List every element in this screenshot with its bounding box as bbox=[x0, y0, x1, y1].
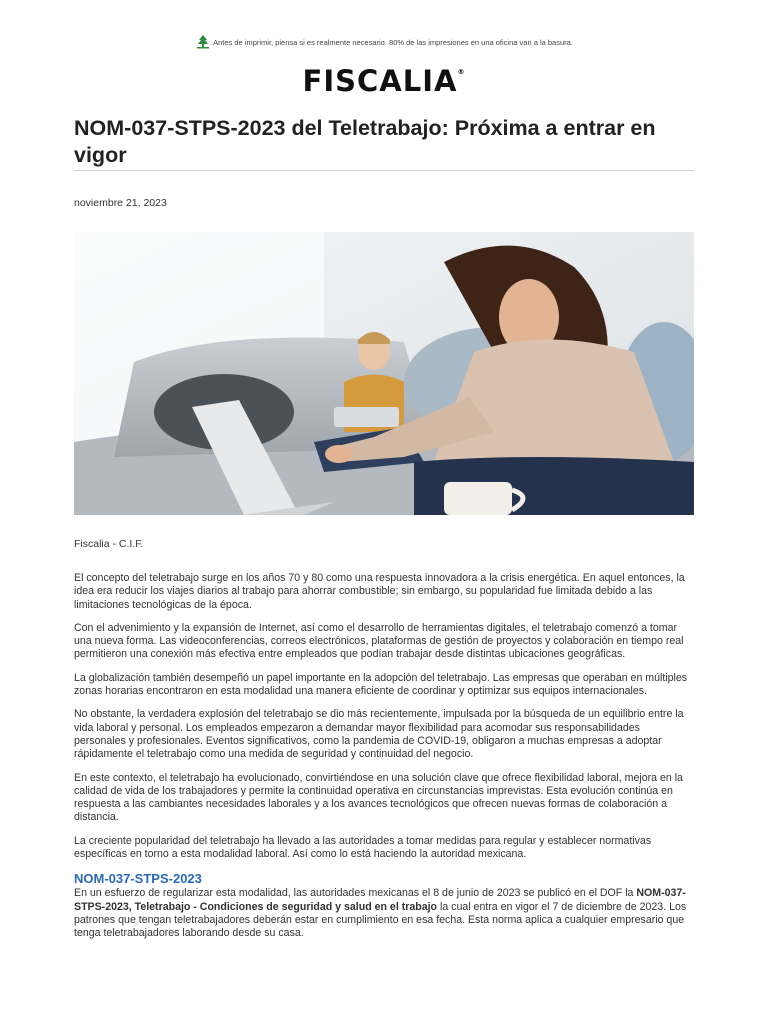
norm-name-bold: NOM-037-STPS-2023, Teletrabajo - Condiciones de seguridad y salud en el trabajo bbox=[74, 887, 686, 913]
paragraph: No obstante, la verdadera explosión del teletrabajo se dio más recientemente, impulsada por la búsqueda de un equilibrio entre la vida laboral y personal. Los empleados empezaron a demandar mayor flexibilidad para acomodar sus responsabilidades personales y profesionales. Eventos significativos, como la pandemia de COVID-19, obligaron a muchas empresas a adoptar rápidamente el teletrabajo como una medida de seguridad y continuidad del negocio. bbox=[74, 708, 684, 761]
paragraph: En este contexto, el teletrabajo ha evolucionado, convirtiéndose en una solución clave que ofrece flexibilidad laboral, mejora en la calidad de vida de los trabajadores y permite la continuidad operativa en circunstancias imprevistas. Esta evolución continúa en respuesta a las cambiantes necesidades laborales y a los avances tecnológicos que ofrecen nuevas formas de colaboración a distancia. bbox=[74, 771, 683, 824]
section-text-after: la cual entra en vigor el 7 de diciembre de 2023. Los patrones que tengan teletrabajadores deberán estar en cumplimiento en esa fecha. Esta norma aplica a cualquier empresario que tenga teletrabajadores laborando desde su casa. bbox=[74, 900, 687, 940]
image-credit: Fiscalia - C.I.F. bbox=[74, 538, 144, 550]
paragraph: El concepto del teletrabajo surge en los años 70 y 80 como una respuesta innovadora a la crisis energética. En aquel entonces, la idea era reducir los viajes diarios al trabajo para ahorrar combustible; sin embargo, su popularidad fue limitada debido a las limitaciones tecnológicas de la época. bbox=[74, 572, 685, 611]
article-body bbox=[74, 572, 694, 951]
title-divider bbox=[74, 170, 694, 171]
tree-icon bbox=[195, 35, 211, 49]
paragraph: La creciente popularidad del teletrabajo ha llevado a las autoridades a tomar medidas para regular y establecer normativas específicas en torno a esta modalidad laboral. Así como lo está haciendo la autoridad mexicana. bbox=[74, 834, 652, 861]
logo-text: FISCALIA bbox=[302, 64, 458, 98]
article-hero-image bbox=[74, 232, 694, 515]
section-heading: NOM-037-STPS-2023 bbox=[74, 871, 202, 887]
registered-mark: ® bbox=[457, 68, 466, 76]
paragraph: Con el advenimiento y la expansión de Internet, así como el desarrollo de herramientas digitales, el teletrabajo comenzó a tomar una nueva forma. Las videoconferencias, correos electrónicos, plataformas de gestión de proyectos y colaboración en tiempo real permitieron una conexión más efectiva entre empleados que podían trabajar desde distintas ubicaciones geográficas. bbox=[74, 621, 684, 661]
print-notice bbox=[0, 35, 768, 49]
article-title: NOM-037-STPS-2023 del Teletrabajo: Próxima a entrar en vigor bbox=[74, 116, 656, 167]
article-date: noviembre 21, 2023 bbox=[74, 197, 167, 209]
print-notice-text: Antes de imprimir, piensa si es realmente necesario. 80% de las impresiones en una oficina van a la basura. bbox=[213, 37, 573, 47]
section-paragraph bbox=[74, 887, 694, 940]
paragraph: La globalización también desempeñó un papel importante en la adopción del teletrabajo. Las empresas que operaban en múltiples zonas horarias encontraron en esta modalidad una manera eficiente de coordinar y optimizar sus equipos internacionales. bbox=[74, 671, 688, 698]
section-text-before: En un esfuerzo de regularizar esta modalidad, las autoridades mexicanas el 8 de junio de 2023 se publicó en el DOF la bbox=[74, 887, 637, 900]
fiscalia-logo[interactable] bbox=[0, 64, 768, 98]
